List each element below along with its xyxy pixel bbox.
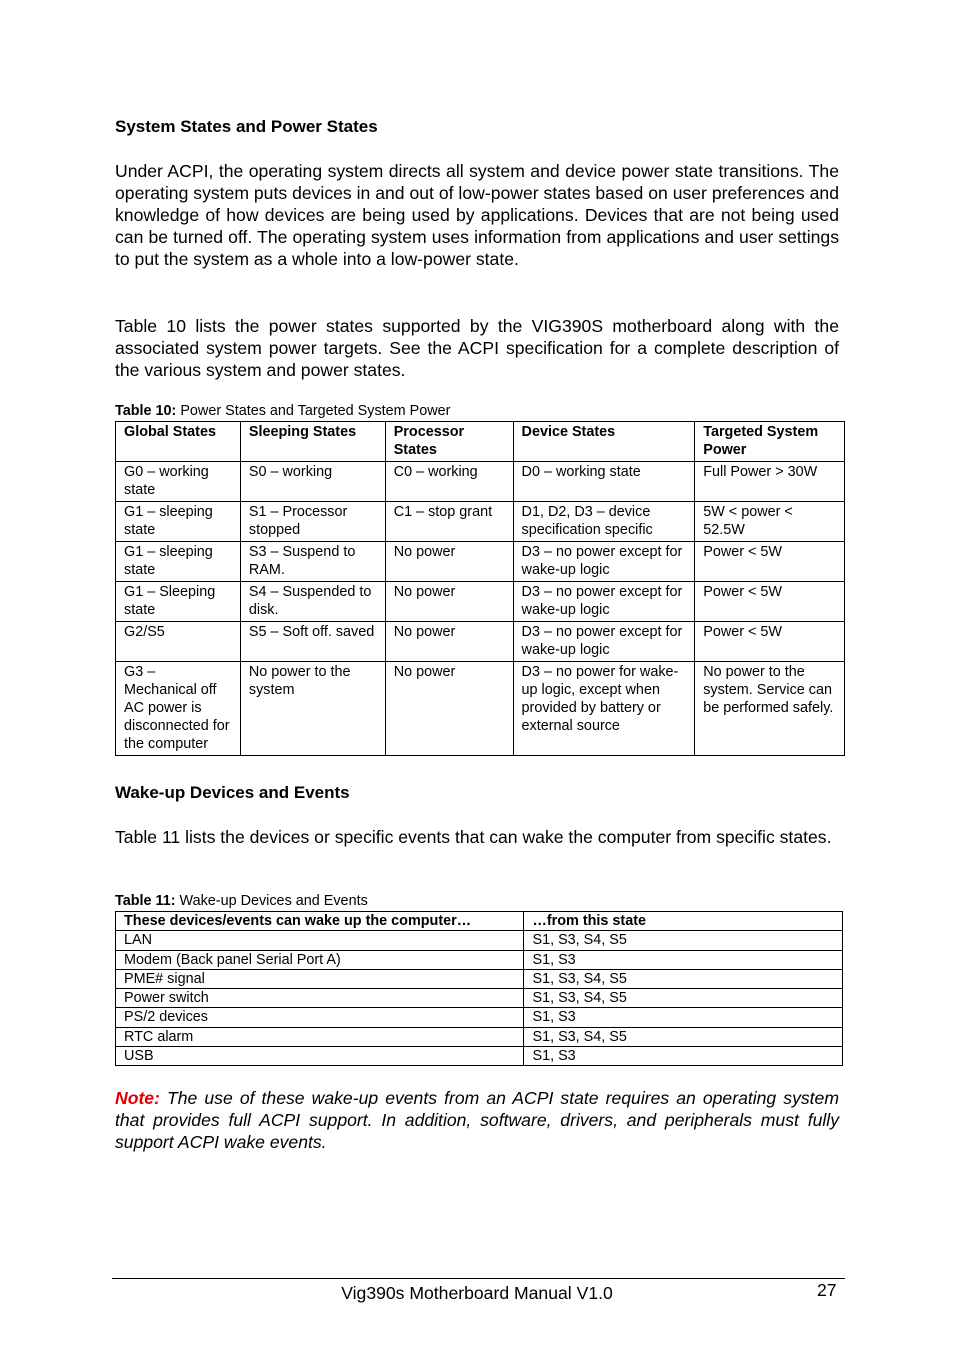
table-row xyxy=(116,622,845,662)
table-cell: Power < 5W xyxy=(695,582,845,622)
paragraph-table11-intro: Table 11 lists the devices or specific events that can wake the computer from specific states. xyxy=(115,827,832,847)
table-cell: No power xyxy=(385,622,513,662)
table-row xyxy=(116,969,843,988)
table-row xyxy=(116,950,843,969)
table-row xyxy=(116,662,845,756)
table-cell: Power < 5W xyxy=(695,542,845,582)
table-cell: LAN xyxy=(116,931,524,950)
table-cell: No power to the system xyxy=(240,662,385,756)
table-cell: No power to the system. Service can be performed safely. xyxy=(695,662,845,756)
table-cell: No power xyxy=(385,542,513,582)
table-row xyxy=(116,462,845,502)
table-cell: PME# signal xyxy=(116,969,524,988)
table-cell: S1, S3, S4, S5 xyxy=(524,931,843,950)
table-cell: D0 – working state xyxy=(513,462,695,502)
table-cell: PS/2 devices xyxy=(116,1008,524,1027)
table-header-cell: Device States xyxy=(513,422,695,462)
table11-caption-label: Table 11: xyxy=(115,893,176,909)
note-paragraph xyxy=(115,1087,839,1153)
table-header-cell: These devices/events can wake up the computer… xyxy=(116,912,524,931)
table-header-cell: …from this state xyxy=(524,912,843,931)
table11-caption xyxy=(115,893,368,909)
table-row xyxy=(116,582,845,622)
table-header-cell: Sleeping States xyxy=(240,422,385,462)
table-cell: S1, S3, S4, S5 xyxy=(524,969,843,988)
table11-caption-text: Wake-up Devices and Events xyxy=(175,893,368,909)
table-cell: Power switch xyxy=(116,989,524,1008)
table10-caption xyxy=(115,403,450,419)
table-cell: S1, S3 xyxy=(524,950,843,969)
table-cell: Power < 5W xyxy=(695,622,845,662)
table-cell: D3 – no power except for wake-up logic xyxy=(513,582,695,622)
table-cell: D1, D2, D3 – device specification specific xyxy=(513,502,695,542)
table-cell: G1 – Sleeping state xyxy=(116,582,241,622)
table-cell: Modem (Back panel Serial Port A) xyxy=(116,950,524,969)
table-row xyxy=(116,1047,843,1066)
table-header-cell: Processor States xyxy=(385,422,513,462)
table-cell: G1 – sleeping state xyxy=(116,502,241,542)
table-cell: S1, S3 xyxy=(524,1047,843,1066)
table-cell: G2/S5 xyxy=(116,622,241,662)
table-header-row xyxy=(116,422,845,462)
table-row xyxy=(116,931,843,950)
table-cell: D3 – no power except for wake-up logic xyxy=(513,542,695,582)
table-cell: No power xyxy=(385,662,513,756)
table-header-cell: Targeted System Power xyxy=(695,422,845,462)
table-row xyxy=(116,1008,843,1027)
table10-caption-label: Table 10: xyxy=(115,403,177,419)
note-text: The use of these wake-up events from an ACPI state requires an operating system that provides full ACPI support. In addition, software, drivers, and peripherals must fully support ACPI wake events. xyxy=(115,1088,839,1152)
footer-title: Vig390s Motherboard Manual V1.0 xyxy=(341,1283,613,1303)
table-cell: S1, S3 xyxy=(524,1008,843,1027)
table-cell: G3 – Mechanical off AC power is disconnected for the computer xyxy=(116,662,241,756)
table-row xyxy=(116,1027,843,1046)
table-cell: G1 – sleeping state xyxy=(116,542,241,582)
table-row xyxy=(116,502,845,542)
table-cell: C1 – stop grant xyxy=(385,502,513,542)
page-number: 27 xyxy=(817,1280,837,1300)
table-header-cell: Global States xyxy=(116,422,241,462)
table-cell: USB xyxy=(116,1047,524,1066)
paragraph-acpi-intro: Under ACPI, the operating system directs all system and device power state transitions. The operating system puts devices in and out of low-power states based on user preferences and knowledge of how devices are being used by applications. Devices that are not being used can be turned off. The operating system uses information from applications and user settings to put the system as a whole into a low-power state. xyxy=(115,161,839,269)
table-cell: S1, S3, S4, S5 xyxy=(524,1027,843,1046)
table-cell: 5W < power < 52.5W xyxy=(695,502,845,542)
table-cell: G0 – working state xyxy=(116,462,241,502)
table-row xyxy=(116,989,843,1008)
table-cell: C0 – working xyxy=(385,462,513,502)
table-cell: D3 – no power except for wake-up logic xyxy=(513,622,695,662)
note-label: Note: xyxy=(115,1088,160,1108)
table-header-row xyxy=(116,912,843,931)
wakeup-devices-table xyxy=(115,911,843,1066)
table-cell: S0 – working xyxy=(240,462,385,502)
power-states-table xyxy=(115,421,845,756)
table-cell: S4 – Suspended to disk. xyxy=(240,582,385,622)
table-cell: D3 – no power for wake-up logic, except when provided by battery or external source xyxy=(513,662,695,756)
footer-divider xyxy=(112,1278,845,1279)
section-heading-system-states: System States and Power States xyxy=(115,117,378,136)
table-cell: S1, S3, S4, S5 xyxy=(524,989,843,1008)
table-cell: RTC alarm xyxy=(116,1027,524,1046)
table-cell: No power xyxy=(385,582,513,622)
paragraph-table10-intro: Table 10 lists the power states supported by the VIG390S motherboard along with the associated system power targets. See the ACPI specification for a complete description of the various system and power states. xyxy=(115,316,839,380)
table-cell: S3 – Suspend to RAM. xyxy=(240,542,385,582)
table-cell: S1 – Processor stopped xyxy=(240,502,385,542)
section-heading-wakeup: Wake-up Devices and Events xyxy=(115,783,350,802)
table-cell: S5 – Soft off. saved xyxy=(240,622,385,662)
table-row xyxy=(116,542,845,582)
table10-caption-text: Power States and Targeted System Power xyxy=(176,403,451,419)
table-cell: Full Power > 30W xyxy=(695,462,845,502)
